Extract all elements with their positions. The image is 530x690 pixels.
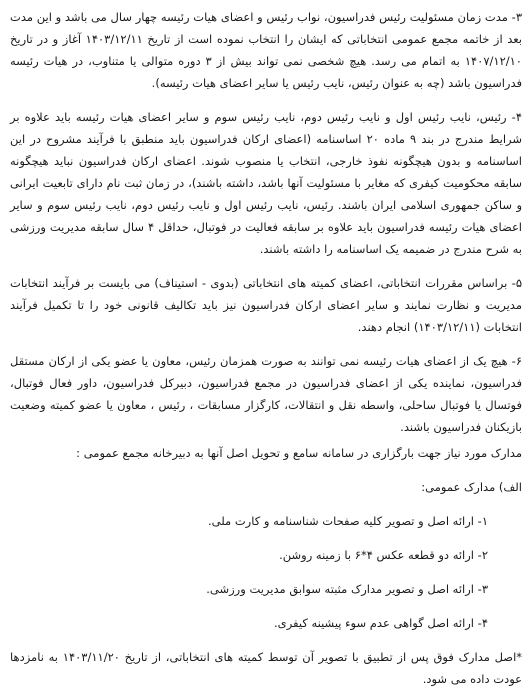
general-documents-heading: الف) مدارک عمومی: — [421, 480, 522, 494]
document-item: ۳- ارائه اصل و تصویر مدارک مثبته سوابق مدیریت ورزشی. — [206, 582, 488, 596]
document-item: ۱- ارائه اصل و تصویر کلیه صفحات شناسنامه و کارت ملی. — [207, 514, 488, 528]
document-item: ۴- ارائه اصل گواهی عدم سوء پیشینه کیفری. — [274, 616, 488, 630]
paragraph-eligibility-requirements: ۴- رئیس، نایب رئیس اول و نایب رئیس دوم، نایب رئیس سوم و سایر اعضای هیات رئیسه باید علاوه بر شرایط مندرج در بند ۹ ماده ۲۰ اساسنامه (اعضای ارکان فدراسیون باید منطبق با فرآیند مشروح در این اساسنامه و بدون هیچگونه نفوذ خارجی، انتخاب یا منصوب شوند. اعضای ارکان فدراسیون نباید هیچگونه سابقه محکومیت کیفری که مغایر با مسئولیت آنها باشد، داشته باشند)، در زمان ثبت نام دارای تابعیت ایرانی و ساکن جمهوری اسلامی ایران باشند. رئیس، نایب رئیس اول و نایب رئیس دوم، نایب رئیس سوم و سایر اعضای هیات رئیسه فدراسیون باید علاوه بر سابقه فعالیت در فوتبال، حداقل ۴ سال سابقه مدیریت ورزشی به شرح مندرج در ضمیمه یک اساسنامه را داشته باشند. — [10, 110, 522, 256]
footnote: *اصل مدارک فوق پس از تطبیق با تصویر آن توسط کمیته های انتخاباتی، از تاریخ ۱۴۰۳/۱۱/۲۰ به نامزدها عودت داده می شود. — [10, 650, 523, 686]
paragraph-incompatibility: ۶- هیچ یک از اعضای هیات رئیسه نمی توانند به صورت همزمان رئیس، معاون یا عضو یکی از ارکان مستقل فدراسیون، نماینده یکی از اعضای فدراسیون در مجمع فدراسیون، دبیرکل فدراسیون، داور فعال فوتبال، فوتسال یا فوتبال ساحلی، واسطه نقل و انتقالات، کارگزار مسابقات ، رئیس ، معاون یا عضو کمیته وضعیت بازیکنان فدراسیون باشند. — [10, 354, 522, 434]
document-item: ۲- ارائه دو قطعه عکس ۴*۶ با زمینه روشن. — [279, 548, 488, 562]
required-documents-intro: مدارک مورد نیاز جهت بارگزاری در سامانه سامع و تحویل اصل آنها به دبیرخانه مجمع عمومی : — [76, 446, 522, 460]
paragraph-term-of-office: ۳- مدت زمان مسئولیت رئیس فدراسیون، نواب رئیس و اعضای هیات رئیسه چهار سال می باشد و این مدت بعد از خاتمه مجمع عمومی انتخاباتی که ایشان را انتخاب نموده است از تاریخ ۱۴۰۳/۱۲/۱۱ آغاز و در تاریخ ۱۴۰۷/۱۲/۱۰ به اتمام می رسد. هیچ شخصی نمی تواند بیش از ۳ دوره متوالی یا متناوب، در هیات رئیسه فدراسیون باشد (چه به عنوان رئیس، نایب رئیس یا سایر اعضای هیات رئیسه). — [10, 10, 522, 90]
paragraph-election-regulations: ۵- براساس مقررات انتخاباتی، اعضای کمیته های انتخاباتی (بدوی - استیناف) می بایست بر فرآیند انتخابات مدیریت و نظارت نمایند و سایر اعضای ارکان فدراسیون نیز باید تکالیف قانونی خود را تا تکمیل فرآیند انتخابات (۱۴۰۳/۱۲/۱۱) انجام دهند. — [10, 276, 522, 334]
